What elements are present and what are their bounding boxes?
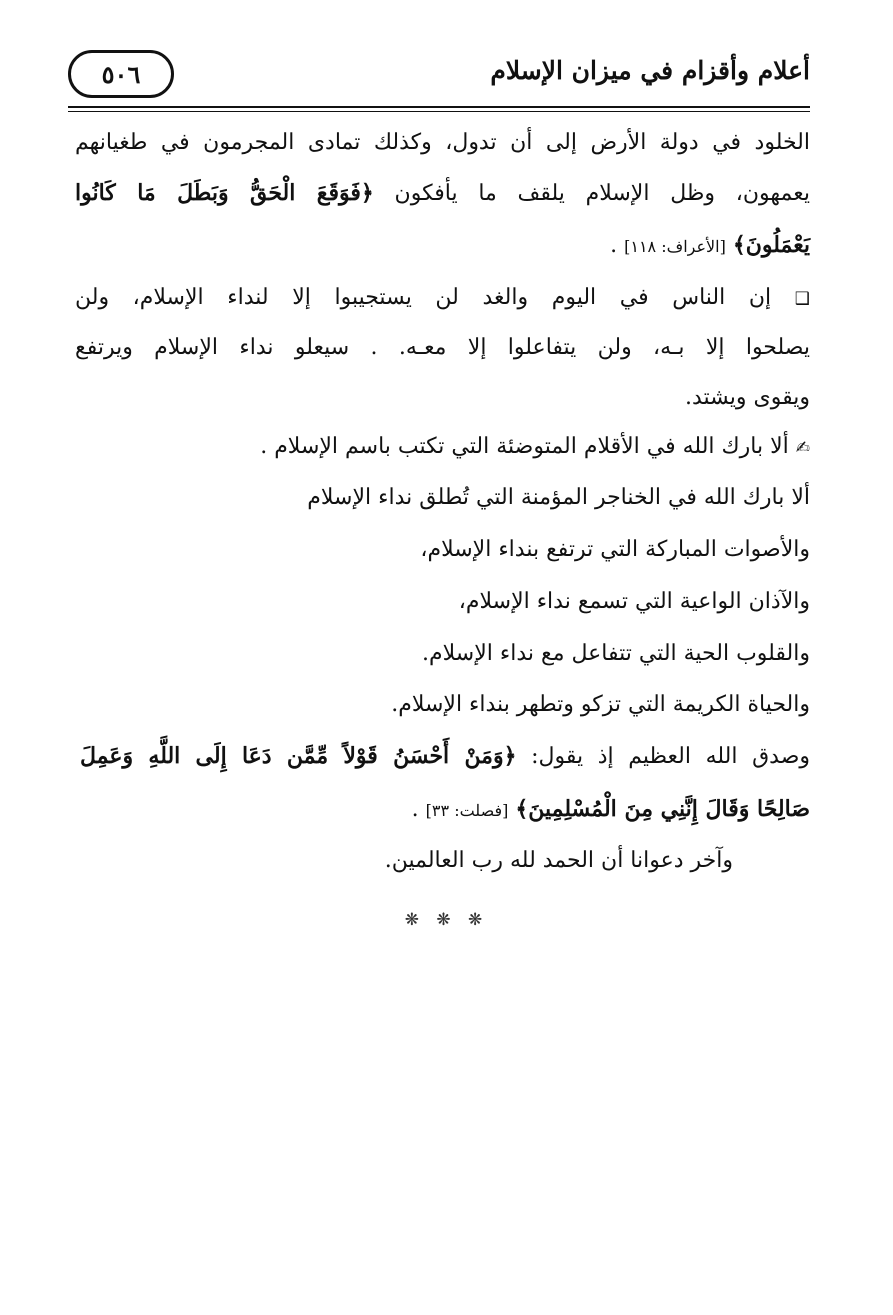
paragraph-4-line-1 bbox=[80, 741, 810, 772]
paragraph-3-line-1-text: ألا بارك الله في الأقلام المتوضئة التي تكتب باسم الإسلام . bbox=[260, 434, 789, 459]
section-separator-stars: ❋ ❋ ❋ bbox=[404, 910, 489, 930]
paragraph-4-line-2 bbox=[412, 794, 810, 826]
checkbox-square-icon: ❑ bbox=[794, 289, 810, 309]
paragraph-3-line-5: والقلوب الحية التي تتفاعل مع نداء الإسلام. bbox=[422, 641, 810, 666]
page-number: ٥٠٦ bbox=[101, 59, 141, 89]
paragraph-3-line-2: ألا بارك الله في الخناجر المؤمنة التي تُطلق نداء الإسلام bbox=[307, 485, 810, 510]
paragraph-3-line-4: والآذان الواعية التي تسمع نداء الإسلام، bbox=[458, 589, 810, 614]
quran-verse-fussilat-end: صَالِحًا وَقَالَ إِنَّنِي مِنَ الْمُسْلِمِينَ﴾ bbox=[515, 796, 810, 822]
sentence-end: . bbox=[610, 233, 618, 258]
paragraph-2-line-2: يصلحوا إلا بـه، ولن يتفاعلوا إلا معـه. . سيعلو نداء الإسلام ويرتفع bbox=[75, 335, 810, 360]
closing-line: وآخر دعوانا أن الحمد لله رب العالمين. bbox=[384, 848, 733, 873]
verse-reference-fussilat: [فصلت: ٣٣] bbox=[425, 801, 509, 820]
header-rule bbox=[68, 106, 810, 108]
page-header bbox=[68, 50, 810, 108]
sentence-end: . bbox=[411, 797, 419, 822]
paragraph-1-line-3 bbox=[610, 230, 810, 262]
quran-verse-araf: ﴿فَوَقَعَ الْحَقُّ وَبَطَلَ مَا كَانُوا bbox=[75, 180, 374, 206]
paragraph-2-line-3: ويقوى ويشتد. bbox=[684, 385, 810, 410]
paragraph-1-line-1: الخلود في دولة الأرض إلى أن تدول، وكذلك تمادى المجرمون في طغيانهم bbox=[75, 130, 810, 155]
pen-writing-icon: ✍ bbox=[795, 438, 810, 458]
quran-verse-araf-end: يَعْمَلُونَ﴾ bbox=[732, 232, 810, 258]
page-number-badge bbox=[68, 50, 174, 98]
paragraph-3-line-6: والحياة الكريمة التي تزكو وتطهر بنداء الإسلام. bbox=[391, 692, 810, 717]
quran-verse-fussilat: ﴿وَمَنْ أَحْسَنُ قَوْلاً مِّمَّن دَعَا إِلَى اللَّهِ وَعَمِلَ bbox=[80, 743, 517, 769]
paragraph-1-line-2-text: يعمهون، وظل الإسلام يلقف ما يأفكون bbox=[394, 181, 810, 206]
verse-reference-araf: [الأعراف: ١١٨] bbox=[624, 237, 726, 256]
paragraph-2-line-1-text: إن الناس في اليوم والغد لن يستجيبوا إلا لنداء الإسلام، ولن bbox=[75, 285, 772, 310]
paragraph-1-line-2 bbox=[75, 178, 810, 209]
paragraph-3-line-1 bbox=[260, 432, 810, 463]
header-rule-thin bbox=[68, 111, 810, 112]
book-title: أعلام وأقزام في ميزان الإسلام bbox=[490, 56, 810, 85]
paragraph-4-line-1-text: وصدق الله العظيم إذ يقول: bbox=[531, 744, 810, 769]
paragraph-2-line-1 bbox=[75, 283, 810, 314]
paragraph-3-line-3: والأصوات المباركة التي ترتفع بنداء الإسلام، bbox=[420, 537, 810, 562]
